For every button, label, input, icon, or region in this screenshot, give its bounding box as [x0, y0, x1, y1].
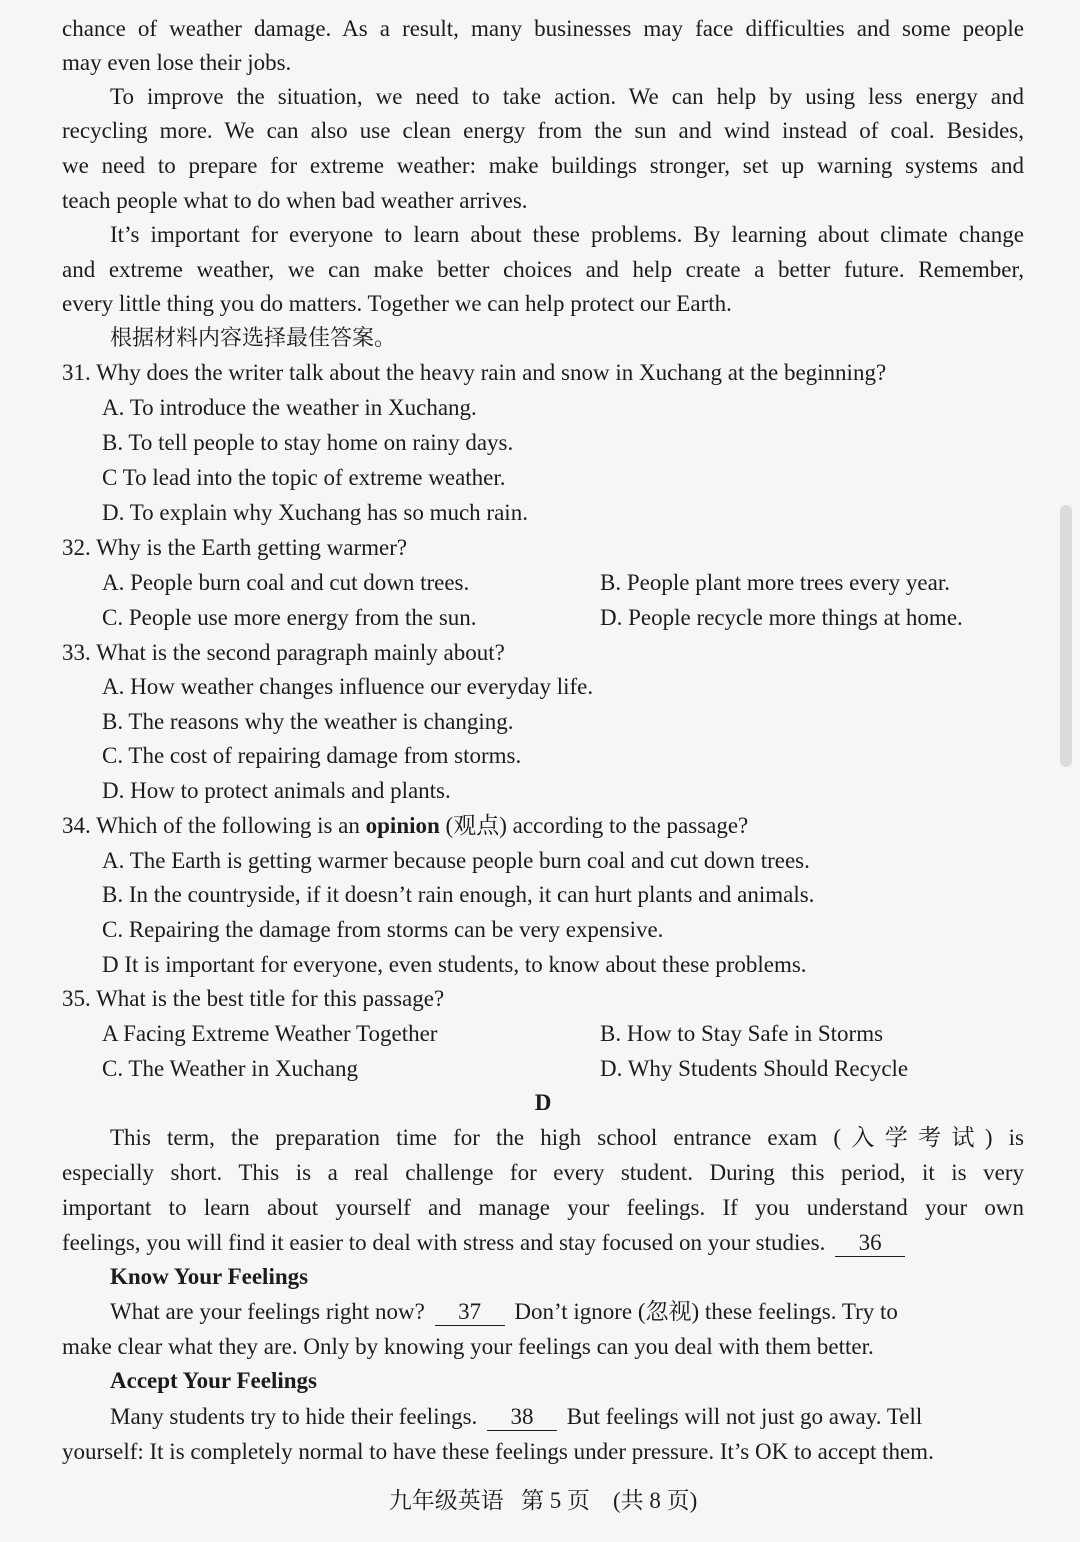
paragraph-line: recycling more. We can also use clean energy from the sun and wind instead of coal. Besides, — [62, 118, 1024, 143]
question-stem: 35. What is the best title for this passage? — [62, 986, 445, 1011]
blank-36: 36 — [835, 1230, 905, 1257]
paragraph-line: especially short. This is a real challenge for every student. During this period, it is very — [62, 1160, 1024, 1185]
page-footer — [62, 1485, 1024, 1517]
line-text: feelings, you will find it easier to deal with stress and stay focused on your studies. — [62, 1230, 826, 1255]
paragraph-line — [62, 1297, 1024, 1327]
question-stem: 31. Why does the writer talk about the heavy rain and snow in Xuchang at the beginning? — [62, 360, 887, 385]
question-stem — [62, 811, 1024, 841]
option-c: C. The cost of repairing damage from storms. — [102, 743, 522, 768]
option-c: C. The Weather in Xuchang — [102, 1056, 358, 1081]
option-row — [102, 603, 1002, 633]
option-a: A Facing Extreme Weather Together — [102, 1021, 438, 1046]
instruction: 根据材料内容选择最佳答案。 — [110, 326, 397, 351]
line-text: Many students try to hide their feelings. — [110, 1404, 478, 1429]
line-text: But feelings will not just go away. Tell — [566, 1404, 923, 1429]
section-letter: D — [534, 1090, 552, 1115]
paragraph-line: chance of weather damage. As a result, many businesses may face difficulties and some people — [62, 16, 1024, 41]
option-d: D. To explain why Xuchang has so much rain. — [102, 500, 528, 525]
paragraph-line: important to learn about yourself and manage your feelings. If you understand your own — [62, 1195, 1024, 1220]
paragraph-line: It’s important for everyone to learn about these problems. By learning about climate change — [110, 222, 1024, 247]
line-text: Don’t ignore (忽视) these feelings. Try to — [514, 1299, 898, 1324]
question-stem: 33. What is the second paragraph mainly about? — [62, 640, 505, 665]
option-c: C. Repairing the damage from storms can be very expensive. — [102, 917, 664, 942]
option-row — [102, 1019, 1002, 1049]
option-b: B. How to Stay Safe in Storms — [600, 1021, 884, 1046]
option-c: C To lead into the topic of extreme weather. — [102, 465, 506, 490]
paragraph-line: every little thing you do matters. Together we can help protect our Earth. — [62, 291, 732, 316]
footer-page: 第 5 页 — [520, 1488, 590, 1513]
option-a: A. People burn coal and cut down trees. — [102, 570, 470, 595]
stem-text: 34. Which of the following is an — [62, 813, 366, 838]
option-a: A. How weather changes influence our everyday life. — [102, 674, 594, 699]
paragraph-line — [62, 1402, 1024, 1432]
option-row — [102, 568, 1002, 598]
option-b: B. People plant more trees every year. — [600, 570, 950, 595]
footer-total: (共 8 页) — [612, 1488, 698, 1513]
scrollbar-thumb[interactable] — [1060, 505, 1072, 767]
question-stem: 32. Why is the Earth getting warmer? — [62, 535, 408, 560]
option-c: C. People use more energy from the sun. — [102, 605, 477, 630]
option-b: B. The reasons why the weather is changing. — [102, 709, 514, 734]
option-d: D. Why Students Should Recycle — [600, 1056, 909, 1081]
paragraph-line — [62, 1228, 1024, 1258]
paragraph-line: teach people what to do when bad weather arrives. — [62, 188, 528, 213]
option-d: D. People recycle more things at home. — [600, 605, 963, 630]
line-text: What are your feelings right now? — [110, 1299, 425, 1324]
paragraph-line: make clear what they are. Only by knowing your feelings can you deal with them better. — [62, 1334, 874, 1359]
paragraph-line: and extreme weather, we can make better choices and help create a better future. Remember, — [62, 257, 1024, 282]
paragraph-line: may even lose their jobs. — [62, 50, 292, 75]
stem-text: (观点) according to the passage? — [439, 813, 749, 838]
option-a: A. To introduce the weather in Xuchang. — [102, 395, 477, 420]
section-heading: Know Your Feelings — [110, 1264, 309, 1289]
blank-37: 37 — [435, 1299, 505, 1326]
option-d: D. How to protect animals and plants. — [102, 778, 451, 803]
option-b: B. To tell people to stay home on rainy days. — [102, 430, 514, 455]
option-a: A. The Earth is getting warmer because people burn coal and cut down trees. — [102, 848, 810, 873]
stem-bold-word: opinion — [365, 813, 440, 838]
paragraph-line: This term, the preparation time for the high school entrance exam (入学考试) is — [110, 1125, 1024, 1150]
option-d: D It is important for everyone, even students, to know about these problems. — [102, 952, 807, 977]
paragraph-line: we need to prepare for extreme weather: make buildings stronger, set up warning systems and — [62, 153, 1024, 178]
footer-subject: 九年级英语 — [388, 1488, 504, 1513]
paragraph-line: yourself: It is completely normal to have these feelings under pressure. It’s OK to accept them. — [62, 1439, 934, 1464]
paragraph-line: To improve the situation, we need to take action. We can help by using less energy and — [110, 84, 1024, 109]
option-row — [102, 1054, 1002, 1084]
option-b: B. In the countryside, if it doesn’t rain enough, it can hurt plants and animals. — [102, 882, 815, 907]
blank-38: 38 — [487, 1404, 557, 1431]
section-heading: Accept Your Feelings — [110, 1368, 317, 1393]
